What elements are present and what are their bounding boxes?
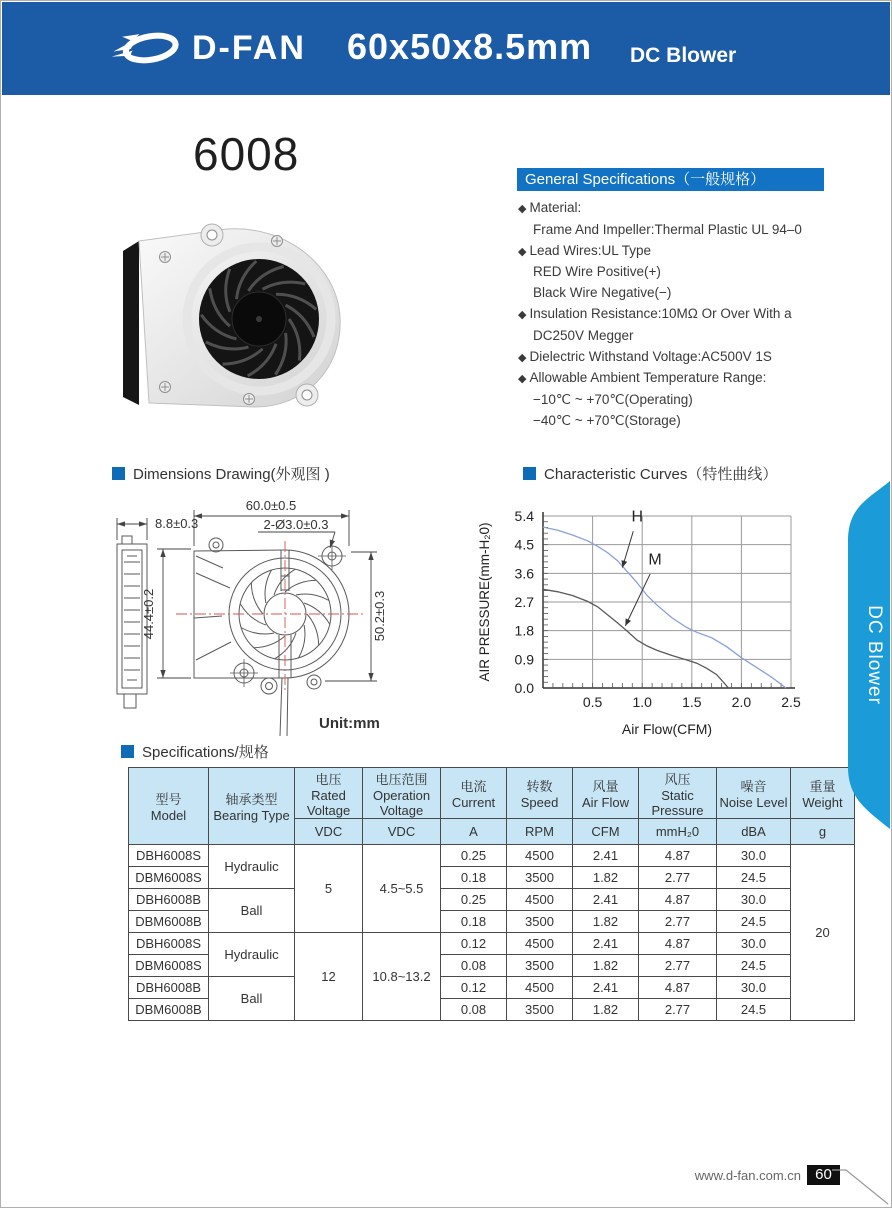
airflow-cell: 2.41 [573,977,639,999]
col-unit: A [441,819,507,845]
col-header-bearing-type: 轴承类型 Bearing Type [209,768,295,845]
dim-height: 50.2±0.3 [372,590,387,642]
col-header-air-flow: 风量 Air Flow [573,768,639,819]
table-row [129,977,855,999]
operation-cell: 10.8~13.2 [363,933,441,1021]
model-cell: DBM6008S [129,955,209,977]
svg-text:M: M [648,551,662,569]
diamond-bullet-icon: ◆ [518,351,527,364]
side-tab-label: DC Blower [864,605,885,705]
speed-cell: 3500 [507,867,573,889]
corner-line [832,1160,890,1206]
bearing-cell: Ball [209,977,295,1021]
svg-text:0.9: 0.9 [514,651,534,668]
table-row [129,933,855,955]
spec-line: ◆ Insulation Resistance:10MΩ Or Over With a [518,305,792,321]
spec-line: ◆ Material: [518,200,582,215]
svg-text:3.6: 3.6 [514,565,534,582]
col-header-speed: 转数 Speed [507,768,573,819]
curves-section-heading: Characteristic Curves（特性曲线） [523,463,777,484]
col-unit: mmH₂0 [639,819,717,845]
spec-line: RED Wire Positive(+) [533,264,661,280]
diamond-bullet-icon: ◆ [518,373,527,386]
chart-x-axis-label: Air Flow(CFM) [621,721,713,737]
product-photo [109,191,374,431]
current-cell: 0.18 [441,867,507,889]
general-specs-list [518,198,858,432]
blue-square-icon [523,467,536,480]
svg-text:1.5: 1.5 [682,694,702,710]
col-unit: VDC [363,819,441,845]
col-header-current: 电流 Current [441,768,507,819]
model-cell: DBM6008B [129,999,209,1021]
dim-side-width: 8.8±0.3 [155,516,199,531]
characteristic-curves-chart [471,496,831,744]
specifications-section-heading: Specifications/规格 [121,741,269,762]
product-type-label: DC Blower [630,44,737,67]
weight-cell: 20 [791,845,855,1021]
col-unit: CFM [573,819,639,845]
svg-text:2.0: 2.0 [731,694,752,710]
noise-cell: 30.0 [717,889,791,911]
col-header-rated-voltage: 电压 Rated Voltage [295,768,363,819]
bearing-cell: Ball [209,889,295,933]
col-header-model: 型号 Model [129,768,209,845]
svg-text:2.7: 2.7 [514,594,534,610]
table-row [129,845,855,867]
specifications-table [128,767,855,1021]
photo-side-edge [123,241,139,405]
svg-text:H: H [631,508,644,526]
dim-height-inner: 44.4±0.2 [141,588,156,640]
spec-line: ◆ Dielectric Withstand Voltage:AC500V 1S [518,348,772,364]
svg-text:2.5: 2.5 [781,694,801,710]
col-header-noise-level: 噪音 Noise Level [717,768,791,819]
product-size-title: 60x50x8.5mm [347,26,593,67]
noise-cell: 24.5 [717,999,791,1021]
spec-line: −10℃ ~ +70℃(Operating) [533,392,693,408]
spec-line: DC250V Megger [533,327,634,343]
airflow-cell: 1.82 [573,999,639,1021]
side-tab [838,479,890,839]
airflow-cell: 1.82 [573,867,639,889]
current-cell: 0.08 [441,999,507,1021]
speed-cell: 4500 [507,933,573,955]
model-cell: DBH6008B [129,889,209,911]
noise-cell: 24.5 [717,955,791,977]
current-cell: 0.25 [441,889,507,911]
noise-cell: 30.0 [717,933,791,955]
page-number-badge: 60 [807,1165,840,1185]
svg-text:0.5: 0.5 [582,694,603,710]
diamond-bullet-icon: ◆ [518,203,527,215]
model-cell: DBH6008B [129,977,209,999]
rated-cell: 12 [295,933,363,1021]
current-cell: 0.18 [441,911,507,933]
dimensions-drawing [103,488,493,743]
col-unit: g [791,819,855,845]
blue-square-icon [112,467,125,480]
svg-text:1.8: 1.8 [514,622,534,639]
pressure-cell: 4.87 [639,845,717,867]
dfan-logo-icon [110,24,188,72]
brand-name: D-FAN [192,29,306,67]
airflow-cell: 2.41 [573,933,639,955]
operation-cell: 4.5~5.5 [363,845,441,933]
speed-cell: 4500 [507,977,573,999]
col-unit: dBA [717,819,791,845]
rated-cell: 5 [295,845,363,933]
speed-cell: 3500 [507,999,573,1021]
noise-cell: 24.5 [717,867,791,889]
airflow-cell: 1.82 [573,955,639,977]
spec-line: Black Wire Negative(−) [533,285,672,301]
current-cell: 0.12 [441,977,507,999]
svg-text:4.5: 4.5 [514,536,534,553]
website-link[interactable]: www.d-fan.com.cn [694,1168,801,1183]
pressure-cell: 2.77 [639,999,717,1021]
svg-text:0.0: 0.0 [514,680,534,696]
dimensions-section-heading: Dimensions Drawing(外观图 ) [112,463,330,484]
pressure-cell: 2.77 [639,955,717,977]
noise-cell: 24.5 [717,911,791,933]
bearing-cell: Hydraulic [209,845,295,889]
pressure-cell: 2.77 [639,867,717,889]
spec-line: −40℃ ~ +70℃(Storage) [533,412,681,428]
speed-cell: 4500 [507,889,573,911]
current-cell: 0.25 [441,845,507,867]
chart-y-axis-label: AIR PRESSURE(mm-H₂0) [477,522,492,682]
spec-line: ◆ Allowable Ambient Temperature Range: [518,370,767,386]
airflow-cell: 1.82 [573,911,639,933]
diamond-bullet-icon: ◆ [518,245,527,258]
col-unit: VDC [295,819,363,845]
pressure-cell: 4.87 [639,933,717,955]
model-cell: DBH6008S [129,845,209,867]
col-header-static-pressure: 风压 Static Pressure [639,768,717,819]
drawing-unit-label: Unit:mm [319,715,380,732]
model-cell: DBM6008B [129,911,209,933]
general-specs-title: General Specifications（一般规格） [517,168,824,191]
current-cell: 0.08 [441,955,507,977]
table-row [129,889,855,911]
speed-cell: 3500 [507,955,573,977]
dim-width: 60.0±0.5 [245,498,297,513]
airflow-cell: 2.41 [573,889,639,911]
model-number: 6008 [193,128,300,180]
diamond-bullet-icon: ◆ [518,308,527,321]
pressure-cell: 2.77 [639,911,717,933]
col-header-operation-voltage: 电压范围 Operation Voltage [363,768,441,819]
spec-line: ◆ Lead Wires:UL Type [518,242,652,258]
current-cell: 0.12 [441,933,507,955]
spec-line: Frame And Impeller:Thermal Plastic UL 94–0 [533,221,802,237]
speed-cell: 3500 [507,911,573,933]
blue-square-icon [121,745,134,758]
svg-text:1.0: 1.0 [632,694,652,710]
model-cell: DBM6008S [129,867,209,889]
model-cell: DBH6008S [129,933,209,955]
bearing-cell: Hydraulic [209,933,295,977]
speed-cell: 4500 [507,845,573,867]
noise-cell: 30.0 [717,845,791,867]
pressure-cell: 4.87 [639,977,717,999]
airflow-cell: 2.41 [573,845,639,867]
pressure-cell: 4.87 [639,889,717,911]
col-unit: RPM [507,819,573,845]
dim-holes: 2-Ø3.0±0.3 [263,517,329,532]
noise-cell: 30.0 [717,977,791,999]
col-header-weight: 重量 Weight [791,768,855,819]
svg-text:5.4: 5.4 [514,508,534,524]
header-bar [2,2,890,95]
